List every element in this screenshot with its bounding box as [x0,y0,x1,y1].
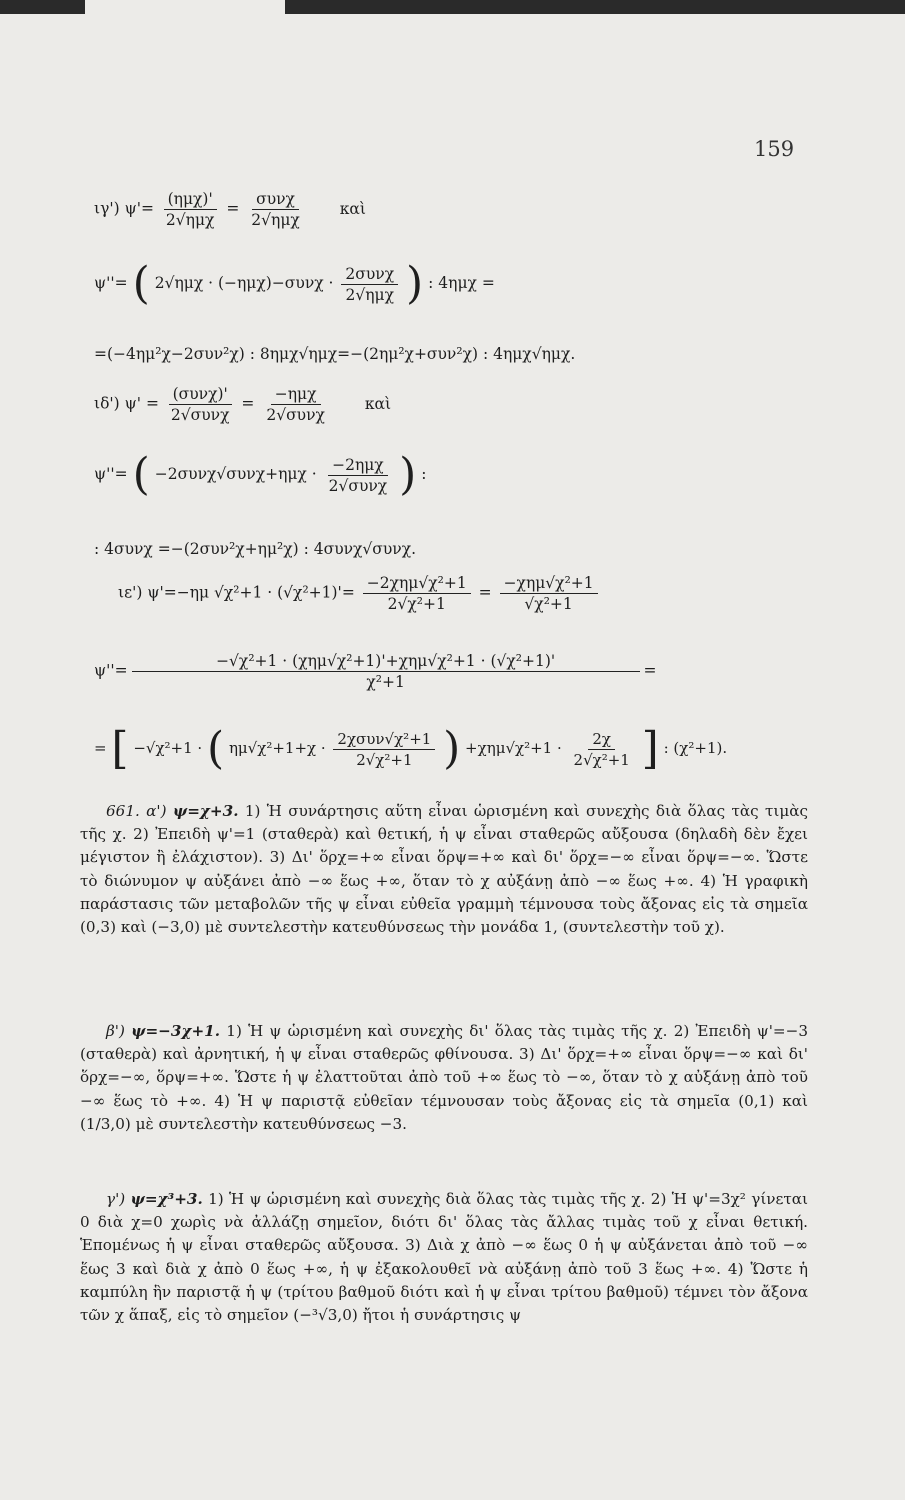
denominator: 2√ημχ [165,211,215,229]
numerator: 2χ [588,730,615,750]
formula-start: ψ''= [94,274,128,292]
open-paren: ( [206,723,225,774]
formula-line-iepsilon [118,574,601,613]
open-paren: ( [132,258,150,309]
close-bracket: ] [641,723,659,774]
formula-part: −√χ²+1 · [133,739,203,757]
page-number: 159 [754,137,795,161]
numerator: συνχ [252,190,299,210]
denominator: 2√χ²+1 [573,750,630,769]
paragraph-gamma [80,1188,808,1327]
formula-end: = [643,661,657,680]
formula-part: ημ√χ²+1+χ · [228,739,326,757]
formula-line-igamma [94,190,366,229]
formula-line-psi2-a [94,258,495,309]
numerator: −√χ²+1 · (χημ√χ²+1)'+χημ√χ²+1 · (√χ²+1)' [132,652,640,672]
formula-body: −2συνχ√συνχ+ημχ · [154,465,317,483]
conjunction: καὶ [339,199,366,218]
denominator: 2√χ²+1 [387,595,446,613]
numerator: (συνχ)' [169,385,232,405]
formula-line-result-a: =(−4ημ²χ−2συν²χ) : 8ημχ√ημχ=−(2ημ²χ+συν²χ) : 4ημχ√ημχ. [94,345,576,363]
exercise-formula: ψ=−3χ+1. [131,1022,221,1040]
formula-line-result-b: : 4συνχ =−(2συν²χ+ημ²χ) : 4συνχ√συνχ. [94,540,417,558]
formula-part: +χημ√χ²+1 · [465,739,562,757]
formula-body: 2√ημχ · (−ημχ)−συνχ · [154,274,334,292]
paragraph-text: 1) Ἡ συνάρτησις αὕτη εἶναι ὡρισμένη καὶ συνεχὴς διὰ ὅλας τὰς τιμὰς τῆς χ. 2) Ἐπειδὴ ψ'=1 (σταθερὰ) καὶ θετική, ἡ ψ εἶναι σταθερῶς αὔξουσα (δηλαδὴ δὲν ἔχει μέγιστον ἢ ἐλάχιστον). 3) Δι' ὅρχ=+∞ εἶναι ὅρψ=+∞ καὶ δι' ὅρχ=−∞ εἶναι ὅρψ=−∞. Ὥστε τὸ διώνυμον ψ αὐξάνει ἀπὸ −∞ ἕως +∞, ὅταν τὸ χ αὐξάνῃ ἀπὸ −∞ ἕως +∞. 4) Ἡ γραφικὴ παράστασις τῶν μεταβολῶν τῆς ψ εἶναι εὐθεῖα γραμμὴ τέμνουσα τοὺς ἄξονας εἰς τὰ σημεῖα (0,3) καὶ (−3,0) μὲ συντελεστὴν κατευθύνσεως τὴν μονάδα 1, (συντελεστὴν τοῦ χ). [80,802,808,937]
formula-line-idelta [94,385,391,424]
numerator: −χημ√χ²+1 [500,574,598,594]
formula-line-psi2-b [94,449,427,500]
exercise-number: γ') [106,1190,126,1208]
denominator: 2√συνχ [328,476,388,495]
denominator: 2√συνχ [170,406,230,424]
formula-start: ψ''= [94,465,128,483]
denominator: 2√ημχ [345,285,395,304]
denominator: 2√χ²+1 [356,750,413,769]
numerator: −2ημχ [328,456,388,476]
formula-end: : (χ²+1). [663,739,728,757]
denominator: √χ²+1 [524,595,573,613]
exercise-formula: ψ=χ+3. [172,802,239,820]
conjunction: καὶ [364,394,392,413]
exercise-number: 661. α') [106,802,167,820]
paragraph-text: 1) Ἡ ψ ὡρισμένη καὶ συνεχὴς διὰ ὅλας τὰς τιμὰς τῆς χ. 2) Ἡ ψ'=3χ² γίνεται 0 διὰ χ=0 χωρὶς νὰ ἀλλάζῃ σημεῖον, διότι δι' ὅλας τὰς ἄλλας τιμὰς τοῦ χ εἶναι θετική. Ἑπομένως ἡ ψ εἶναι σταθερῶς αὔξουσα. 3) Διὰ χ ἀπὸ −∞ ἕως 0 ἡ ψ αὐξάνεται ἀπὸ τοῦ −∞ ἕως 3 καὶ διὰ χ ἀπὸ 0 ἕως +∞, ἡ ψ ἐξακολουθεῖ νὰ αὐξάνῃ ἀπὸ τοῦ 3 ἕως +∞. 4) Ὥστε ἡ καμπύλη ἣν παριστᾷ ἡ ψ (τρίτου βαθμοῦ διότι καὶ ἡ ψ εἶναι τρίτου βαθμοῦ) τέμνει τὸν ἄξονα τῶν χ ἅπαξ, εἰς τὸ σημεῖον (−³√3,0) ἤτοι ἡ συνάρτησις ψ [80,1190,808,1325]
equals: = [241,394,255,413]
scan-top-border [0,0,905,14]
denominator: χ²+1 [366,673,405,691]
formula-label: ιδ') ψ' = [94,394,159,413]
formula-start: ψ''= [94,661,128,680]
close-paren: ) [406,258,424,309]
numerator: (ημχ)' [164,190,217,210]
numerator: 2χσυν√χ²+1 [333,730,435,750]
formula-end: : [421,465,427,483]
open-bracket: [ [111,723,129,774]
formula-line-psi2-c [94,652,657,691]
denominator: 2√ημχ [251,211,300,229]
formula-label: ιγ') ψ'= [94,199,154,218]
paragraph-661 [80,800,808,939]
numerator: −ημχ [271,385,321,405]
numerator: −2χημ√χ²+1 [363,574,471,594]
exercise-formula: ψ=χ³+3. [130,1190,203,1208]
numerator: 2συνχ [341,265,398,285]
equals: = [478,583,492,602]
formula-line-psi2-d [94,723,728,774]
paragraph-beta [80,1020,808,1136]
denominator: 2√συνχ [266,406,325,424]
equals: = [226,199,240,218]
formula-end: : 4ημχ = [428,274,495,292]
formula-label: ιε') ψ'=−ημ √χ²+1 · (√χ²+1)'= [118,583,355,602]
close-paren: ) [399,449,417,500]
formula-start: = [94,739,107,757]
close-paren: ) [443,723,461,774]
open-paren: ( [132,449,150,500]
exercise-number: β') [106,1022,125,1040]
paragraph-text: 1) Ἡ ψ ὡρισμένη καὶ συνεχὴς δι' ὅλας τὰς τιμὰς τῆς χ. 2) Ἐπειδὴ ψ'=−3 (σταθερὰ) καὶ ἀρνητική, ἡ ψ εἶναι σταθερῶς φθίνουσα. 3) Δι' ὅρχ=+∞ εἶναι ὅρψ=−∞ καὶ δι' ὅρχ=−∞, ὅρψ=+∞. Ὥστε ἡ ψ ἐλαττοῦται ἀπὸ τοῦ +∞ ἕως τὸ −∞, ὅταν τὸ χ αὐξάνῃ ἀπὸ τοῦ −∞ ἕως τὸ +∞. 4) Ἡ ψ παριστᾷ εὐθεῖαν τέμνουσαν τοὺς ἄξονας εἰς τὰ σημεῖα (0,1) καὶ (1/3,0) μὲ συντελεστὴν κατευθύνσεως −3. [80,1022,808,1133]
